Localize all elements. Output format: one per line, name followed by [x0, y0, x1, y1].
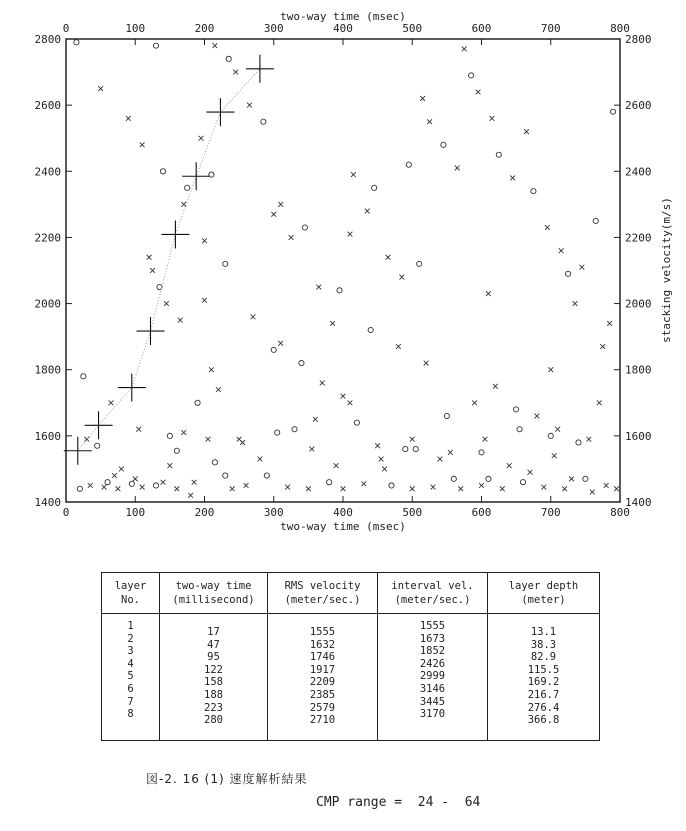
semblance-point [216, 387, 221, 392]
semblance-point [289, 235, 294, 240]
velocity-pick-marker [85, 411, 113, 439]
x-tick-label: 500 [402, 506, 423, 519]
semblance-point [580, 265, 585, 270]
table-cell-twt: 158 [204, 676, 223, 689]
semblance-point [178, 318, 183, 323]
semblance-point [500, 486, 505, 491]
semblance-point [306, 486, 311, 491]
header-interval-line1: interval vel. [391, 580, 474, 592]
semblance-point [559, 248, 564, 253]
x-tick-label: 300 [263, 22, 284, 35]
semblance-point [337, 288, 342, 293]
semblance-point [476, 90, 481, 95]
semblance-point [133, 476, 138, 481]
semblance-point [514, 407, 519, 412]
table-cell-layer: 5 [127, 670, 134, 683]
table-body-row [102, 614, 600, 741]
semblance-point [548, 367, 553, 372]
table-cell-interval: 3445 [419, 695, 446, 708]
semblance-point [237, 437, 242, 442]
cmp-range-caption: CMP range = 24 - 64 [316, 795, 481, 810]
semblance-point [278, 202, 283, 207]
header-layer-line1: layer [114, 580, 147, 592]
semblance-point [341, 394, 346, 399]
semblance-point [479, 450, 484, 455]
semblance-point [247, 103, 252, 108]
semblance-point [573, 301, 578, 306]
semblance-point [607, 321, 612, 326]
x-tick-label: 100 [125, 22, 146, 35]
semblance-point [604, 483, 609, 488]
y-tick-label: 1400 [34, 496, 61, 509]
semblance-point [264, 473, 269, 478]
x-tick-label: 800 [610, 22, 630, 35]
header-twt [160, 573, 268, 614]
header-depth-line2: (meter) [521, 594, 566, 606]
semblance-point [153, 43, 158, 48]
semblance-point [531, 189, 536, 194]
semblance-point [469, 73, 474, 78]
table-cell-layer: 1 [127, 620, 134, 632]
semblance-point [389, 483, 394, 488]
table-cell-interval: 1555 [419, 620, 446, 632]
axis-ticks [66, 39, 620, 502]
x-axis-title-top: two-way time (msec) [280, 10, 406, 23]
x-tick-label: 700 [540, 506, 561, 519]
table-cell-layer: 2 [127, 632, 134, 645]
semblance-point [431, 485, 436, 490]
y-tick-label: 2800 [34, 33, 61, 46]
table-cell-depth: 13.1 [530, 626, 557, 638]
semblance-point [438, 457, 443, 462]
semblance-point [493, 384, 498, 389]
semblance-point [382, 467, 387, 472]
semblance-point [164, 301, 169, 306]
header-layer-line2: No. [121, 594, 140, 606]
semblance-point [483, 437, 488, 442]
semblance-point [261, 119, 266, 124]
figure-caption: 図-2. 16 (1) 速度解析結果 [146, 772, 308, 786]
table-cell-twt: 95 [207, 651, 220, 664]
table-cell-twt: 17 [207, 626, 220, 638]
semblance-point [313, 417, 318, 422]
table-cell-layer: 6 [127, 682, 134, 695]
y-tick-label: 2200 [34, 231, 61, 245]
semblance-point [413, 446, 418, 451]
semblance-point [386, 255, 391, 260]
x-tick-label: 100 [125, 506, 146, 519]
semblance-point [223, 261, 228, 266]
table-cell-twt: 223 [204, 701, 223, 714]
semblance-point [84, 437, 89, 442]
semblance-point [271, 347, 276, 352]
semblance-point [188, 493, 193, 498]
table-cell-interval: 1673 [419, 632, 446, 645]
table-cell-rms: 2385 [309, 688, 336, 701]
x-tick-label: 400 [333, 22, 353, 35]
table-cell-interval: 2426 [419, 657, 446, 670]
semblance-point [548, 433, 553, 438]
semblance-point [375, 443, 380, 448]
semblance-point [330, 321, 335, 326]
semblance-point [399, 275, 404, 280]
header-rms-line1: RMS velocity [284, 580, 361, 592]
semblance-point [507, 463, 512, 468]
semblance-point [351, 172, 356, 177]
semblance-point [354, 420, 359, 425]
y-tick-label: 1800 [34, 363, 61, 377]
semblance-point [212, 43, 217, 48]
semblance-point [403, 446, 408, 451]
semblance-point [192, 480, 197, 485]
semblance-point [223, 473, 228, 478]
semblance-point [140, 485, 145, 490]
table-cell-depth: 276.4 [527, 701, 560, 714]
table-cell-twt: 47 [207, 638, 220, 651]
column-depth [488, 614, 600, 741]
pick-trend-line [78, 69, 260, 451]
semblance-point [334, 463, 339, 468]
semblance-point [102, 485, 107, 490]
semblance-point [365, 209, 370, 214]
y-axis-title-right: stacking velocity(m/s) [660, 197, 673, 343]
semblance-point [112, 473, 117, 478]
semblance-point [299, 361, 304, 366]
semblance-point [160, 169, 165, 174]
y-tick-labels-left [35, 33, 62, 509]
semblance-point [129, 481, 134, 486]
semblance-point [167, 433, 172, 438]
y-tick-label: 2200 [625, 231, 652, 245]
table-cell-twt: 122 [204, 663, 223, 676]
semblance-point [586, 437, 591, 442]
semblance-point [150, 268, 155, 273]
semblance-point [136, 427, 141, 432]
table-cell-interval: 2999 [419, 670, 446, 683]
semblance-point [199, 136, 204, 141]
semblance-point [212, 460, 217, 465]
semblance-point [535, 414, 540, 419]
semblance-point [181, 430, 186, 435]
semblance-point [174, 486, 179, 491]
semblance-point [565, 271, 570, 276]
semblance-point [116, 486, 121, 491]
y-tick-label: 2600 [34, 99, 61, 113]
semblance-point [486, 476, 491, 481]
y-tick-label: 2400 [625, 165, 652, 179]
semblance-point [427, 119, 432, 124]
x-axis-title-bottom: two-way time (msec) [280, 520, 406, 533]
semblance-point [292, 427, 297, 432]
y-tick-label: 2600 [625, 99, 652, 113]
semblance-point [600, 344, 605, 349]
column-interval [378, 614, 488, 741]
table-cell-depth: 38.3 [530, 638, 557, 651]
header-twt-line1: two-way time [175, 580, 252, 592]
semblance-point [251, 314, 256, 319]
semblance-point [309, 447, 314, 452]
semblance-point [98, 86, 103, 91]
semblance-point [441, 142, 446, 147]
velocity-pick-marker [246, 55, 274, 83]
semblance-point [275, 430, 280, 435]
header-depth-line1: layer depth [508, 580, 579, 592]
velocity-pick-marker [206, 98, 234, 126]
semblance-point [161, 480, 166, 485]
velocity-pick-marker [64, 437, 92, 465]
x-tick-label: 800 [610, 506, 630, 519]
semblance-point [230, 486, 235, 491]
semblance-point [444, 413, 449, 418]
y-tick-label: 2800 [625, 33, 652, 46]
semblance-point [195, 400, 200, 405]
x-tick-label: 200 [194, 22, 215, 35]
semblance-point [368, 327, 373, 332]
semblance-point [105, 480, 110, 485]
table-cell-rms: 2710 [309, 714, 336, 727]
table-cell-interval: 1852 [419, 645, 446, 658]
semblance-point [167, 463, 172, 468]
semblance-point [410, 437, 415, 442]
header-twt-line2: (millisecond) [172, 594, 255, 606]
table-cell-rms: 1555 [309, 626, 336, 638]
semblance-point [569, 476, 574, 481]
semblance-point [541, 485, 546, 490]
velocity-pick-marker [182, 162, 210, 190]
semblance-point [486, 291, 491, 296]
semblance-point [517, 427, 522, 432]
table-header-row [102, 573, 600, 614]
table-cell-depth: 169.2 [527, 676, 560, 689]
semblance-point [597, 400, 602, 405]
table-cell-rms: 2579 [309, 701, 336, 714]
semblance-point [479, 483, 484, 488]
table-cell-depth: 115.5 [527, 663, 560, 676]
semblance-point [420, 96, 425, 101]
velocity-table [101, 572, 600, 741]
semblance-point [614, 486, 619, 491]
semblance-point [348, 400, 353, 405]
semblance-point [316, 285, 321, 290]
semblance-point [181, 202, 186, 207]
semblance-point [361, 481, 366, 486]
table-cell-rms: 2209 [309, 676, 336, 689]
semblance-point [81, 374, 86, 379]
semblance-point [206, 437, 211, 442]
column-twt [160, 614, 268, 741]
semblance-point [226, 56, 231, 61]
header-rms-line2: (meter/sec.) [284, 594, 361, 606]
semblance-point [302, 225, 307, 230]
y-tick-label: 1600 [625, 429, 652, 443]
semblance-point [77, 486, 82, 491]
semblance-point [258, 457, 263, 462]
header-rms [268, 573, 378, 614]
column-layer [102, 614, 160, 741]
x-tick-label: 600 [471, 22, 492, 35]
semblance-point [88, 483, 93, 488]
y-tick-labels-right [625, 33, 652, 509]
semblance-point [455, 166, 460, 171]
semblance-point [153, 483, 158, 488]
y-tick-label: 1400 [625, 496, 652, 509]
semblance-point [593, 218, 598, 223]
semblance-point [95, 443, 100, 448]
header-interval-line2: (meter/sec.) [394, 594, 471, 606]
table-cell-layer: 3 [127, 645, 134, 658]
column-rms [268, 614, 378, 741]
semblance-point [202, 298, 207, 303]
semblance-point [147, 255, 152, 260]
semblance-point [576, 440, 581, 445]
header-interval [378, 573, 488, 614]
semblance-point [448, 450, 453, 455]
semblance-point [233, 70, 238, 75]
semblance-point [406, 162, 411, 167]
semblance-point [528, 470, 533, 475]
semblance-point [379, 457, 384, 462]
y-tick-label: 2000 [34, 297, 61, 311]
table-cell-layer: 7 [127, 695, 134, 708]
semblance-point [185, 185, 190, 190]
semblance-point [140, 142, 145, 147]
semblance-point [510, 176, 515, 181]
semblance-point [590, 490, 595, 495]
table-cell-depth: 366.8 [527, 714, 560, 727]
semblance-point [424, 361, 429, 366]
y-tick-label: 2000 [625, 297, 652, 311]
table-cell-interval: 3146 [419, 682, 446, 695]
velocity-pick-marker [136, 317, 164, 345]
plot-frame [66, 39, 620, 502]
semblance-point [209, 367, 214, 372]
semblance-point [410, 486, 415, 491]
semblance-point [244, 483, 249, 488]
table-cell-rms: 1632 [309, 638, 336, 651]
header-depth [488, 573, 600, 614]
velocity-pick-marker [118, 374, 146, 402]
x-tick-labels-bottom [63, 506, 630, 519]
semblance-point [126, 116, 131, 121]
semblance-point [271, 212, 276, 217]
semblance-point [202, 238, 207, 243]
semblance-point [327, 480, 332, 485]
x-tick-label: 700 [540, 22, 561, 35]
table-cell-rms: 1746 [309, 651, 336, 664]
x-tick-label: 200 [194, 506, 215, 519]
table-cell-depth: 216.7 [527, 688, 560, 701]
semblance-point [496, 152, 501, 157]
semblance-points [74, 40, 619, 498]
x-tick-label: 0 [62, 506, 70, 519]
semblance-point [348, 232, 353, 237]
semblance-point [462, 47, 467, 52]
semblance-point [341, 486, 346, 491]
semblance-point [545, 225, 550, 230]
semblance-point [555, 427, 560, 432]
semblance-point [278, 341, 283, 346]
table-cell-layer: 8 [127, 708, 134, 721]
semblance-point [119, 467, 124, 472]
table-cell-depth: 82.9 [530, 651, 557, 664]
semblance-point [520, 480, 525, 485]
semblance-point [583, 476, 588, 481]
y-tick-label: 1600 [34, 429, 61, 443]
semblance-point [74, 40, 79, 45]
semblance-point [285, 485, 290, 490]
y-tick-label: 1800 [625, 363, 652, 377]
table-cell-layer: 4 [127, 657, 134, 670]
table-cell-interval: 3170 [419, 708, 446, 721]
x-tick-label: 600 [471, 506, 492, 519]
table-cell-twt: 280 [204, 714, 223, 727]
y-tick-label: 2400 [34, 165, 61, 179]
semblance-point [562, 486, 567, 491]
header-layer [102, 573, 160, 614]
velocity-pick-marker [161, 220, 189, 248]
x-tick-labels-top [63, 22, 630, 35]
x-tick-label: 400 [333, 506, 353, 519]
semblance-point [610, 109, 615, 114]
semblance-point [458, 486, 463, 491]
semblance-point [524, 129, 529, 134]
x-tick-label: 500 [402, 22, 423, 35]
x-tick-label: 300 [263, 506, 284, 519]
semblance-point [109, 400, 114, 405]
semblance-point [417, 261, 422, 266]
semblance-point [552, 453, 557, 458]
semblance-point [372, 185, 377, 190]
semblance-point [472, 400, 477, 405]
semblance-point [489, 116, 494, 121]
semblance-point [174, 448, 179, 453]
table-cell-rms: 1917 [309, 663, 336, 676]
semblance-point [396, 344, 401, 349]
semblance-point [451, 476, 456, 481]
x-tick-label: 0 [62, 22, 70, 35]
table-cell-twt: 188 [204, 688, 223, 701]
semblance-point [320, 381, 325, 386]
